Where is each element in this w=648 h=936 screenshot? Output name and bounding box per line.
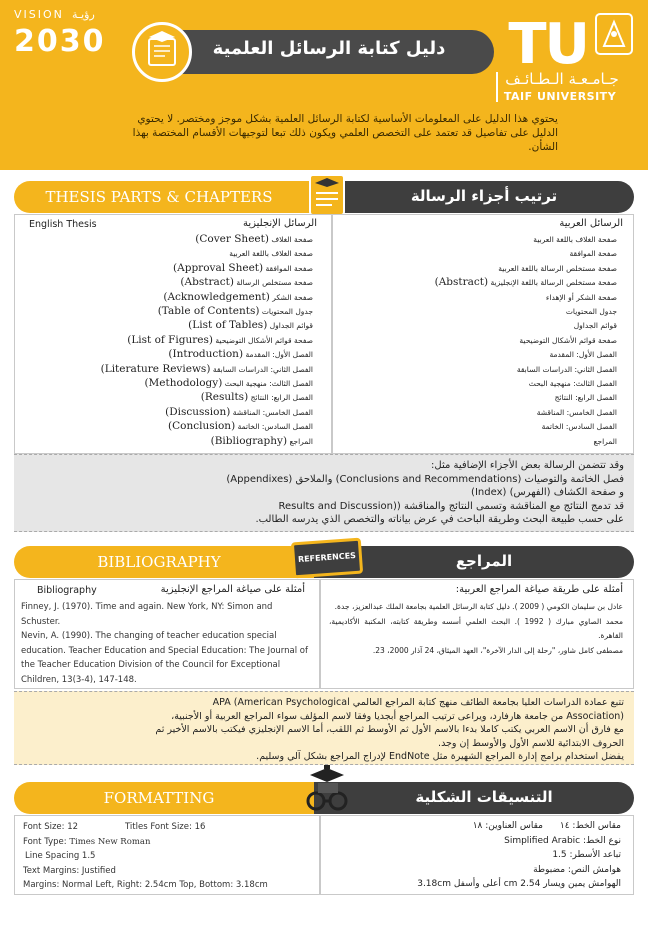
list-item <box>23 420 313 434</box>
references-badge <box>291 538 363 579</box>
arabic-font-size: مقاس الخط: ١٤ <box>559 821 621 831</box>
graduation-glasses-icon <box>296 760 358 818</box>
note-line: قد تدمج النتائج مع المناقشة وتسمى النتائج والمناقشة ((Results and Discussion <box>278 500 624 512</box>
references-badge-label: REFERENCES <box>297 550 357 565</box>
item-arabic: الفصل الثاني: الدراسات السابقة <box>516 364 617 374</box>
arabic-font-type: نوع الخط: Simplified Arabic <box>504 835 621 846</box>
english-bibliography-panel <box>14 579 320 689</box>
list-item <box>23 319 313 333</box>
university-name-arabic: جـامـعـة الـطـائـف <box>505 70 619 88</box>
note-line: (Association من جامعة هارفارد، ويراعى ترتيب المراجع أبجديا وفقا لاسم المؤلف سواء المراجع العربية أو الأجنبية، <box>171 710 624 722</box>
list-item <box>341 262 617 276</box>
list-item <box>341 334 617 348</box>
bibliography-entry: محمد الصاوي مبارك ( 1992 ). البحث العلمي أسسه وطريقة كتابته، المكتبة الأكاديمية، القاهرة. <box>329 616 623 640</box>
item-arabic: الفصل السادس: الخاتمة <box>541 422 617 432</box>
list-item <box>23 291 313 305</box>
item-arabic: صفحة الشكر أو الإهداء <box>545 292 617 302</box>
formatting-section-bar <box>14 782 634 814</box>
item-english: (Introduction) <box>168 348 244 361</box>
item-english: (Methodology) <box>144 377 223 390</box>
list-item <box>23 348 313 362</box>
item-english: (Abstract) <box>180 276 234 289</box>
item-arabic: صفحة مستخلص الرسالة <box>236 278 313 288</box>
bibliography-entry: عادل بن سليمان الكومي ( 2009 ). دليل كتابة الرسائل العلمية بجامعة الملك عبدالعزيز، جدة. <box>334 602 623 611</box>
item-arabic: صفحة الموافقة <box>569 249 617 259</box>
vision-year: 2030 <box>14 24 106 59</box>
item-arabic: الفصل الأول: المقدمة <box>549 350 617 360</box>
item-english: (Results) <box>200 391 249 404</box>
list-item <box>23 334 313 348</box>
item-english: (Table of Contents) <box>157 305 260 318</box>
intro-text: يحتوي هذا الدليل على المعلومات الأساسية لكتابة الرسائل العلمية بشكل موجز ومختصر. لا يحتوي الدليل على تفاصيل قد تعتمد على التخصص العلمي ويكون ذلك تبعا لتوجيهات الأقسام المختصة بهذا الشأن. <box>132 113 558 153</box>
list-item <box>23 247 313 261</box>
list-item <box>341 233 617 247</box>
title-banner <box>154 30 494 74</box>
english-bibliography-heading: Bibliography <box>37 585 97 596</box>
university-name-english: TAIF UNIVERSITY <box>503 90 617 103</box>
vision-2030-logo <box>14 8 134 68</box>
arabic-bibliography-panel <box>320 579 634 689</box>
note-line: على حسب طبيعة البحث وطريقة الباحث في عرض بياناته والتخصص الذي يدرسه الطالب. <box>255 514 624 525</box>
thesis-section-bar <box>14 181 634 213</box>
item-english: (List of Tables) <box>188 319 268 332</box>
taif-university-logo <box>496 8 636 103</box>
certificate-icon <box>132 22 192 82</box>
vision-label: VISION <box>14 8 64 21</box>
list-item <box>341 406 617 420</box>
list-item <box>23 391 313 405</box>
list-item <box>23 305 313 319</box>
thesis-note <box>14 454 634 532</box>
titles-font-size: Titles Font Size: 16 <box>125 822 206 832</box>
arabic-thesis-panel <box>332 214 634 454</box>
text-margins: Text Margins: Justified <box>23 865 116 876</box>
line-spacing: Line Spacing 1.5 <box>25 851 96 861</box>
font-type-value: Times New Roman <box>69 836 151 847</box>
list-item <box>341 247 617 261</box>
english-thesis-list <box>23 233 313 449</box>
certificate-icon <box>296 171 358 219</box>
item-english: (Discussion) <box>165 405 231 418</box>
list-item <box>341 435 617 449</box>
arabic-bibliography-heading: أمثلة على طريقة صياغة المراجع العربية: <box>455 584 623 595</box>
note-line: تتبع عمادة الدراسات العليا بجامعة الطائف منهج كتابة المراجع العالمي APA (American Psychological <box>212 697 624 708</box>
list-item <box>341 348 617 362</box>
arabic-titles-font-size: مقاس العناوين: ١٨ <box>472 821 543 831</box>
logo-divider <box>496 72 498 102</box>
item-english: (Conclusion) <box>168 420 236 433</box>
item-english: (Cover Sheet) <box>195 233 269 245</box>
item-english: (Acknowledgement) <box>163 290 270 303</box>
item-arabic: جدول المحتويات <box>261 307 313 317</box>
vision-arabic-label: رؤيـة <box>72 8 95 21</box>
university-emblem-icon <box>592 8 636 58</box>
bibliography-section-bar <box>14 546 634 578</box>
list-item <box>341 391 617 405</box>
item-arabic: صفحة الغلاف باللغة العربية <box>533 235 617 244</box>
item-arabic: صفحة قوائم الأشكال التوضيحية <box>215 335 313 345</box>
list-item <box>23 377 313 391</box>
list-item <box>341 319 617 333</box>
list-item <box>23 233 313 247</box>
note-line: الحروف الابتدائية للاسم الأول والأوسط إن وجد. <box>438 737 624 749</box>
item-arabic: الفصل الثاني: الدراسات السابقة <box>212 364 313 374</box>
arabic-text-margins: هوامش النص: مضبوطة <box>533 864 621 875</box>
item-arabic: الفصل الخامس: المناقشة <box>232 407 313 417</box>
item-english: (Approval Sheet) <box>173 261 264 274</box>
list-item <box>341 420 617 434</box>
page-title: دليل كتابة الرسائل العلمية <box>212 38 446 59</box>
item-arabic: الفصل الخامس: المناقشة <box>536 407 617 417</box>
bibliography-title-en: BIBLIOGRAPHY <box>97 553 221 571</box>
item-arabic: الفصل الثالث: منهجية البحث <box>224 379 313 389</box>
font-type-label: Font Type: <box>23 836 67 847</box>
item-english: (List of Figures) <box>127 333 214 346</box>
list-item <box>341 305 617 319</box>
note-line: يفضل استخدام برامج إدارة المراجع الشهيرة مثل EndNote لإدراج المراجع بشكل آلي وسليم. <box>256 751 624 762</box>
item-arabic: صفحة مستخلص الرسالة باللغة الإنجليزية <box>490 278 617 288</box>
item-arabic: صفحة مستخلص الرسالة باللغة العربية <box>498 263 617 273</box>
note-line: و صفحة الكشاف (الفهرس) (Index) <box>471 487 624 498</box>
bibliography-entry: Finney, J. (1970). Time and again. New York, NY: Simon and Schuster. <box>21 602 273 627</box>
note-line: فصل الخاتمة والتوصيات (Conclusions and Recommendations) والملاحق (Appendixes) <box>226 473 624 485</box>
item-arabic: جدول المحتويات <box>565 307 617 317</box>
bibliography-note <box>14 691 634 765</box>
item-english: (Literature Reviews) <box>100 362 211 375</box>
bibliography-entry: Nevin, A. (1990). The changing of teacher education special education. Teacher Education and Special Education: The Journal of the Teacher Education Division of the Council for Exceptional Children, 13(3-4), 147-148. <box>21 631 308 685</box>
list-item <box>341 377 617 391</box>
english-bibliography-heading-ar: أمثلة على صياغة المراجع الإنجليزية <box>160 584 305 595</box>
item-arabic: المراجع <box>593 436 617 446</box>
tu-letters: TU <box>508 12 588 77</box>
list-item <box>23 363 313 377</box>
item-arabic: الفصل الأول: المقدمة <box>245 350 313 360</box>
item-arabic: صفحة الموافقة <box>265 263 313 273</box>
arabic-bibliography-list <box>329 600 623 658</box>
arabic-thesis-list <box>341 233 617 449</box>
item-arabic: قوائم الجداول <box>269 321 313 331</box>
arabic-page-margins: الهوامش يمين ويسار 2.54 cm أعلى وأسفل 3.18cm <box>417 879 621 889</box>
item-english: (Bibliography) <box>210 434 288 447</box>
thesis-note-text <box>24 459 624 527</box>
item-arabic: الفصل الرابع: النتائج <box>250 393 313 403</box>
list-item <box>23 435 313 449</box>
arabic-line-spacing: تباعد الأسطر: 1.5 <box>552 850 621 860</box>
english-thesis-heading: English Thesis <box>29 219 97 230</box>
item-arabic: قوائم الجداول <box>573 321 617 331</box>
item-arabic: الفصل السادس: الخاتمة <box>237 422 313 432</box>
bibliography-entry: مصطفى كامل شاور، "رحلة إلى الدار الآخرة"، العهد الميثاق، 24 آذار 2000، 23. <box>372 645 623 655</box>
arabic-formatting-panel <box>320 815 634 895</box>
formatting-title-en: FORMATTING <box>103 789 215 807</box>
list-item <box>341 276 617 290</box>
note-line: مع فارق أن الاسم العربي يكتب كاملا بدءا بالاسم الأول ثم الأوسط ثم اللقب، أما الاسم الإنجليزي فيكتب بالاسم الأخير ثم <box>155 724 624 735</box>
item-arabic: صفحة الغلاف باللغة العربية <box>229 249 313 259</box>
bibliography-note-text <box>24 696 624 764</box>
item-arabic: صفحة الغلاف <box>271 235 313 244</box>
page-margins: Margins: Normal Left, Right: 2.54cm Top, Bottom: 3.18cm <box>23 880 268 890</box>
list-item <box>341 363 617 377</box>
list-item <box>23 276 313 290</box>
formatting-title-ar: التنسيقات الشكلية <box>415 788 553 806</box>
bibliography-title-ar: المراجع <box>455 552 513 570</box>
list-item <box>341 291 617 305</box>
note-line: وقد تتضمن الرسالة بعض الأجزاء الإضافية مثل: <box>431 460 624 471</box>
header <box>0 0 648 170</box>
arabic-thesis-heading: الرسائل العربية <box>559 218 623 229</box>
english-thesis-panel <box>14 214 332 454</box>
item-english: (Abstract) <box>434 276 489 289</box>
thesis-title-ar: ترتيب أجزاء الرسالة <box>410 187 558 205</box>
thesis-title-en: THESIS PARTS & CHAPTERS <box>45 188 273 206</box>
item-arabic: صفحة قوائم الأشكال التوضيحية <box>519 335 617 345</box>
item-arabic: المراجع <box>289 436 313 446</box>
list-item <box>23 262 313 276</box>
english-thesis-heading-ar: الرسائل الإنجليزية <box>242 218 317 229</box>
item-arabic: الفصل الرابع: النتائج <box>554 393 617 403</box>
english-formatting-panel <box>14 815 320 895</box>
english-bibliography-list <box>21 600 313 687</box>
item-arabic: صفحة الشكر <box>272 292 313 302</box>
list-item <box>23 406 313 420</box>
font-size: Font Size: 12 <box>23 822 79 832</box>
item-arabic: الفصل الثالث: منهجية البحث <box>528 379 617 389</box>
